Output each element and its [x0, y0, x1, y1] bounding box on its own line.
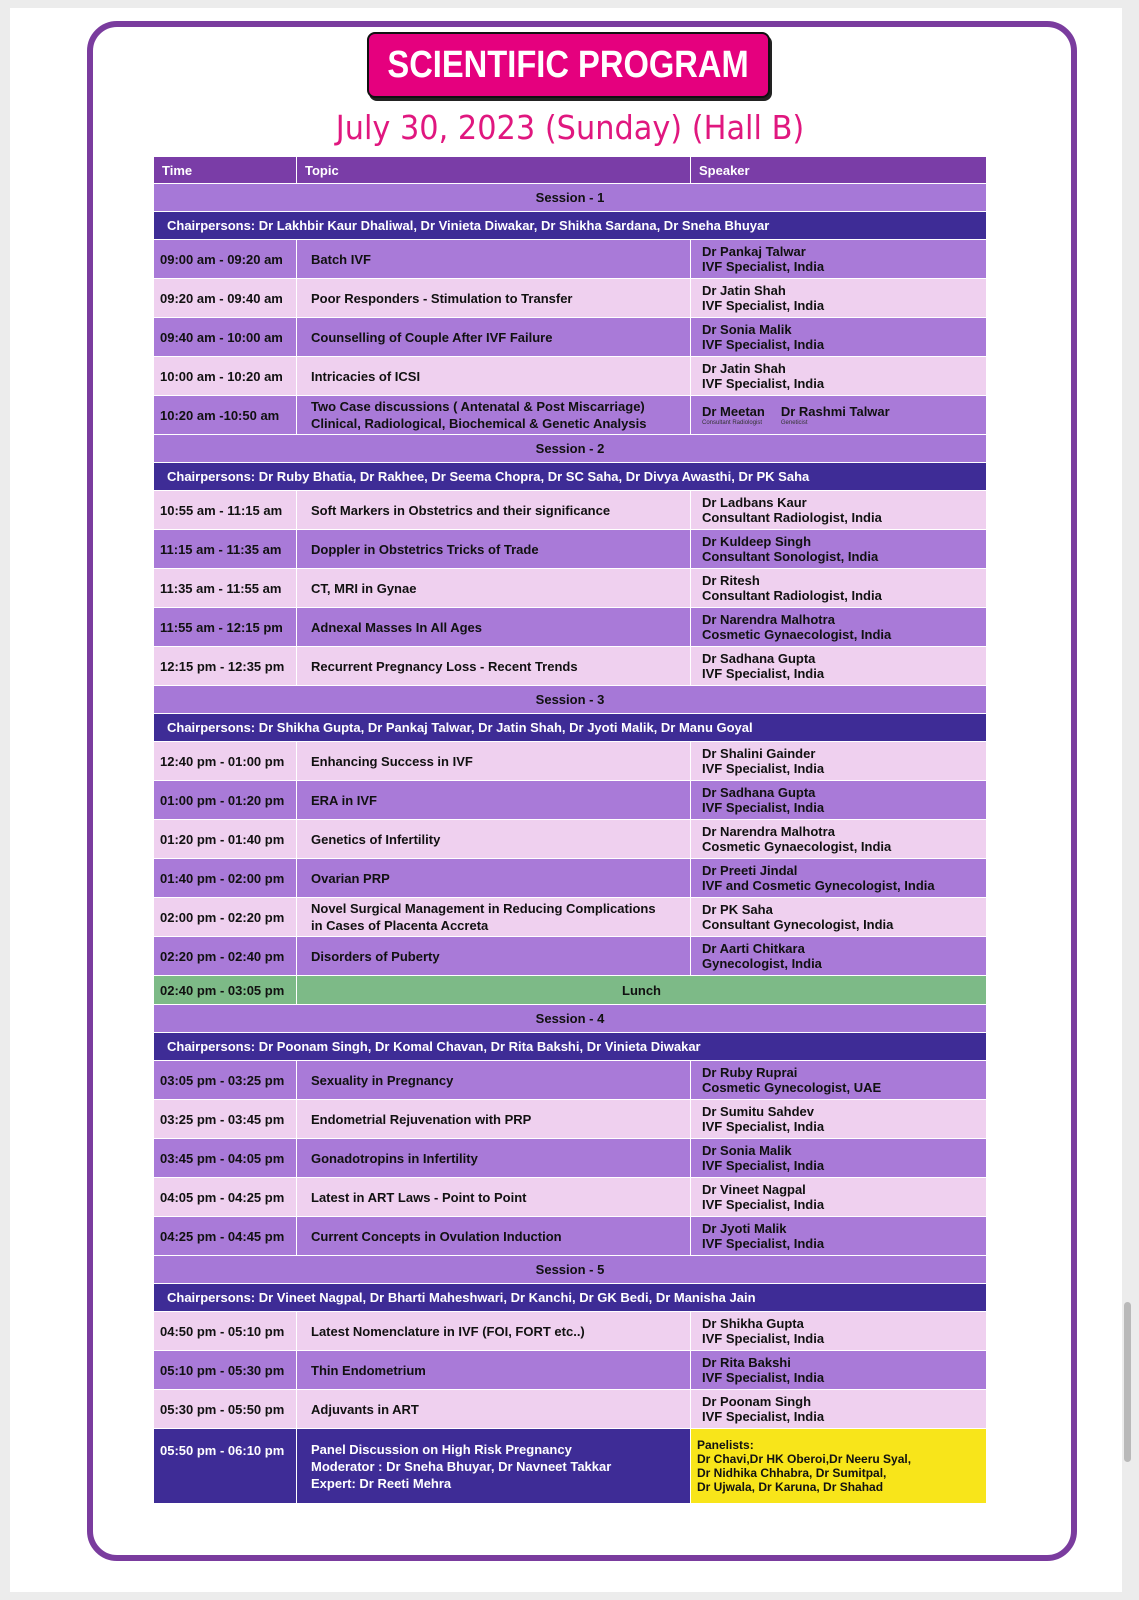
speaker-cell — [691, 1390, 987, 1429]
speaker-name: Dr Sonia Malik — [702, 1143, 792, 1158]
time-cell: 02:00 pm - 02:20 pm — [154, 898, 297, 937]
header-topic: Topic — [297, 157, 691, 184]
speaker-name: Dr PK Saha — [702, 902, 773, 917]
speaker-role: IVF Specialist, India — [702, 1409, 825, 1424]
event-date: July 30, 2023 (Sunday) (Hall B) — [335, 108, 805, 147]
page-title: SCIENTIFIC PROGRAM — [387, 43, 750, 86]
speaker-name: Dr Sadhana Gupta — [702, 785, 816, 800]
time-cell: 05:30 pm - 05:50 pm — [154, 1390, 297, 1429]
topic-cell — [297, 742, 691, 781]
speaker-role: IVF Specialist, India — [702, 298, 825, 313]
topic-cell — [297, 859, 691, 898]
time-cell: 03:25 pm - 03:45 pm — [154, 1100, 297, 1139]
table-row — [154, 491, 987, 530]
table-row — [154, 820, 987, 859]
session-title: Session - 2 — [154, 435, 987, 463]
speaker-name: Dr Jyoti Malik — [702, 1221, 787, 1236]
speaker-role: IVF Specialist, India — [702, 376, 825, 391]
session-heading — [154, 686, 987, 714]
speaker-role: Consultant Sonologist, India — [702, 549, 879, 564]
speaker-block — [702, 404, 765, 427]
time-cell: 10:55 am - 11:15 am — [154, 491, 297, 530]
time-cell: 04:05 pm - 04:25 pm — [154, 1178, 297, 1217]
speaker-block — [781, 404, 890, 427]
panelists-names: Dr Nidhika Chhabra, Dr Sumitpal, — [697, 1466, 887, 1480]
topic-text-line2: Clinical, Radiological, Biochemical & Genetic Analysis — [311, 416, 647, 431]
topic-cell — [297, 1390, 691, 1429]
time-cell: 02:20 pm - 02:40 pm — [154, 937, 297, 976]
speaker-role: Consultant Radiologist, India — [702, 588, 882, 603]
table-row — [154, 357, 987, 396]
speaker-cell — [691, 318, 987, 357]
chairpersons-row — [154, 463, 987, 491]
speaker-name: Dr Rashmi Talwar — [780, 403, 890, 419]
speaker-cell — [691, 859, 987, 898]
time-cell: 05:10 pm - 05:30 pm — [154, 1351, 297, 1390]
table-row — [154, 1351, 987, 1390]
topic-text: Adnexal Masses In All Ages — [311, 619, 482, 635]
speaker-role: IVF Specialist, India — [702, 1370, 825, 1385]
topic-cell — [297, 937, 691, 976]
speaker-name: Dr Sumitu Sahdev — [702, 1104, 814, 1119]
topic-cell — [297, 569, 691, 608]
table-row — [154, 396, 987, 435]
speaker-cell — [691, 1312, 987, 1351]
topic-cell — [297, 1139, 691, 1178]
panelists-cell — [691, 1429, 987, 1504]
topic-text: Disorders of Puberty — [311, 948, 440, 964]
speaker-role: Consultant Radiologist — [702, 419, 763, 426]
session-title: Session - 3 — [154, 686, 987, 714]
title-banner — [367, 32, 770, 98]
chairpersons: Chairpersons: Dr Vineet Nagpal, Dr Bharti Maheshwari, Dr Kanchi, Dr GK Bedi, Dr Manisha Jain — [154, 1284, 987, 1312]
schedule-table — [153, 156, 987, 1504]
topic-cell — [297, 1061, 691, 1100]
lunch-label: Lunch — [297, 976, 987, 1005]
topic-cell — [297, 530, 691, 569]
speaker-role: IVF Specialist, India — [702, 1331, 825, 1346]
table-row — [154, 898, 987, 937]
table-row — [154, 530, 987, 569]
time-cell: 12:15 pm - 12:35 pm — [154, 647, 297, 686]
table-row — [154, 318, 987, 357]
speaker-name: Dr Ruby Ruprai — [702, 1065, 798, 1080]
speaker-cell — [691, 569, 987, 608]
topic-cell — [297, 318, 691, 357]
header-speaker: Speaker — [691, 157, 987, 184]
lunch-row — [154, 976, 987, 1005]
topic-cell — [297, 491, 691, 530]
speaker-cell — [691, 530, 987, 569]
speaker-name: Dr Vineet Nagpal — [702, 1182, 806, 1197]
speaker-name: Dr Preeti Jindal — [702, 863, 798, 878]
topic-text: Genetics of Infertility — [311, 831, 441, 847]
panel-title: Panel Discussion on High Risk Pregnancy — [311, 1441, 572, 1457]
speaker-cell — [691, 1351, 987, 1390]
time-cell: 09:00 am - 09:20 am — [154, 240, 297, 279]
time-cell: 09:20 am - 09:40 am — [154, 279, 297, 318]
topic-text: Adjuvants in ART — [311, 1401, 419, 1417]
chairpersons-row — [154, 1033, 987, 1061]
speaker-name: Dr Aarti Chitkara — [702, 941, 805, 956]
speaker-role: Cosmetic Gynaecologist, India — [702, 839, 892, 854]
speaker-cell — [691, 937, 987, 976]
panelists-names: Dr Ujwala, Dr Karuna, Dr Shahad — [697, 1480, 884, 1494]
time-cell: 02:40 pm - 03:05 pm — [154, 976, 297, 1005]
speaker-name: Dr Jatin Shah — [702, 361, 786, 376]
speaker-name: Dr Sonia Malik — [702, 322, 792, 337]
speaker-name: Dr Ritesh — [702, 573, 760, 588]
speaker-cell — [691, 898, 987, 937]
speaker-role: IVF Specialist, India — [702, 761, 825, 776]
table-row — [154, 569, 987, 608]
time-cell: 01:20 pm - 01:40 pm — [154, 820, 297, 859]
speaker-cell — [691, 357, 987, 396]
time-cell: 01:00 pm - 01:20 pm — [154, 781, 297, 820]
speaker-role: IVF and Cosmetic Gynecologist, India — [702, 878, 935, 893]
table-row — [154, 742, 987, 781]
topic-cell — [297, 1312, 691, 1351]
table-row — [154, 647, 987, 686]
speaker-role: Consultant Gynecologist, India — [702, 917, 894, 932]
session-title: Session - 1 — [154, 184, 987, 212]
panel-expert: Expert: Dr Reeti Mehra — [311, 1475, 452, 1491]
time-cell: 09:40 am - 10:00 am — [154, 318, 297, 357]
speaker-cell — [691, 742, 987, 781]
time-cell: 04:25 pm - 04:45 pm — [154, 1217, 297, 1256]
topic-text: CT, MRI in Gynae — [311, 580, 417, 596]
topic-text: Endometrial Rejuvenation with PRP — [311, 1111, 532, 1127]
header-time: Time — [154, 157, 297, 184]
topic-text: Doppler in Obstetrics Tricks of Trade — [311, 541, 539, 557]
speaker-name: Dr Shalini Gainder — [702, 746, 816, 761]
time-cell: 11:55 am - 12:15 pm — [154, 608, 297, 647]
time-cell: 10:00 am - 10:20 am — [154, 357, 297, 396]
time-cell: 11:35 am - 11:55 am — [154, 569, 297, 608]
speaker-cell — [691, 647, 987, 686]
speaker-cell — [691, 1061, 987, 1100]
time-cell: 01:40 pm - 02:00 pm — [154, 859, 297, 898]
topic-cell — [297, 1178, 691, 1217]
time-cell: 12:40 pm - 01:00 pm — [154, 742, 297, 781]
speaker-role: IVF Specialist, India — [702, 1119, 825, 1134]
topic-text: Sexuality in Pregnancy — [311, 1072, 454, 1088]
speaker-role: IVF Specialist, India — [702, 1236, 825, 1251]
speaker-role: IVF Specialist, India — [702, 1158, 825, 1173]
table-row — [154, 859, 987, 898]
table-row — [154, 937, 987, 976]
speaker-role: IVF Specialist, India — [702, 800, 825, 815]
speaker-cell — [691, 781, 987, 820]
speaker-role: IVF Specialist, India — [702, 259, 825, 274]
table-row — [154, 1217, 987, 1256]
speaker-role: Cosmetic Gynecologist, UAE — [702, 1080, 882, 1095]
speaker-cell — [691, 240, 987, 279]
topic-text: Ovarian PRP — [311, 870, 390, 886]
speaker-cell — [691, 820, 987, 859]
speaker-role: Cosmetic Gynaecologist, India — [702, 627, 892, 642]
chairpersons-row — [154, 1284, 987, 1312]
speaker-cell — [691, 1139, 987, 1178]
topic-text: Current Concepts in Ovulation Induction — [311, 1228, 562, 1244]
chairpersons-row — [154, 212, 987, 240]
chairpersons-row — [154, 714, 987, 742]
topic-cell — [297, 357, 691, 396]
topic-cell — [297, 820, 691, 859]
topic-text: Recurrent Pregnancy Loss - Recent Trends — [311, 658, 578, 674]
topic-text: ERA in IVF — [311, 792, 377, 808]
speaker-name: Dr Poonam Singh — [702, 1394, 812, 1409]
session-heading — [154, 1256, 987, 1284]
table-row — [154, 1061, 987, 1100]
topic-cell — [297, 279, 691, 318]
speaker-name: Dr Ladbans Kaur — [702, 495, 807, 510]
session-title: Session - 5 — [154, 1256, 987, 1284]
table-row — [154, 781, 987, 820]
speaker-cell — [691, 396, 987, 435]
table-row — [154, 1100, 987, 1139]
topic-text: Enhancing Success in IVF — [311, 753, 473, 769]
chairpersons: Chairpersons: Dr Shikha Gupta, Dr Pankaj Talwar, Dr Jatin Shah, Dr Jyoti Malik, Dr Manu Goyal — [154, 714, 987, 742]
time-cell: 05:50 pm - 06:10 pm — [154, 1429, 297, 1504]
time-cell: 10:20 am -10:50 am — [154, 396, 297, 435]
topic-text: Novel Surgical Management in Reducing Complications — [311, 901, 656, 916]
topic-cell — [297, 396, 691, 435]
speaker-cell — [691, 1178, 987, 1217]
scrollbar[interactable] — [1124, 1302, 1131, 1462]
table-row — [154, 1312, 987, 1351]
topic-text: Gonadotropins in Infertility — [311, 1150, 478, 1166]
topic-text: Thin Endometrium — [311, 1362, 426, 1378]
session-heading — [154, 435, 987, 463]
speaker-cell — [691, 279, 987, 318]
topic-text: Latest in ART Laws - Point to Point — [311, 1189, 527, 1205]
speaker-role: Gynecologist, India — [702, 956, 822, 971]
dual-speakers — [702, 404, 986, 427]
speaker-cell — [691, 491, 987, 530]
panelists-names: Dr Chavi,Dr HK Oberoi,Dr Neeru Syal, — [697, 1452, 912, 1466]
table-row — [154, 279, 987, 318]
topic-cell — [297, 1351, 691, 1390]
panelists-label: Panelists: — [697, 1438, 754, 1452]
topic-cell — [297, 1429, 691, 1504]
topic-text: Soft Markers in Obstetrics and their significance — [311, 502, 611, 518]
speaker-role: Consultant Radiologist, India — [702, 510, 882, 525]
topic-cell — [297, 608, 691, 647]
session-heading — [154, 1005, 987, 1033]
speaker-name: Dr Shikha Gupta — [702, 1316, 804, 1331]
speaker-role: IVF Specialist, India — [702, 337, 825, 352]
topic-text: Poor Responders - Stimulation to Transfer — [311, 290, 573, 306]
topic-cell — [297, 898, 691, 937]
speaker-name: Dr Kuldeep Singh — [702, 534, 812, 549]
topic-cell — [297, 781, 691, 820]
session-heading — [154, 184, 987, 212]
topic-text: Two Case discussions ( Antenatal & Post Miscarriage) — [311, 399, 645, 414]
table-row — [154, 1178, 987, 1217]
speaker-name: Dr Sadhana Gupta — [702, 651, 816, 666]
speaker-name: Dr Meetan — [702, 403, 765, 419]
table-row — [154, 1139, 987, 1178]
session-title: Session - 4 — [154, 1005, 987, 1033]
topic-cell — [297, 647, 691, 686]
speaker-name: Dr Jatin Shah — [702, 283, 786, 298]
topic-cell — [297, 1100, 691, 1139]
time-cell: 03:05 pm - 03:25 pm — [154, 1061, 297, 1100]
table-row — [154, 240, 987, 279]
table-row — [154, 608, 987, 647]
topic-cell — [297, 1217, 691, 1256]
panel-row — [154, 1429, 987, 1504]
topic-text: Batch IVF — [311, 251, 371, 267]
speaker-cell — [691, 608, 987, 647]
topic-text: Counselling of Couple After IVF Failure — [311, 329, 553, 345]
speaker-role: IVF Specialist, India — [702, 1197, 825, 1212]
panel-moderator: Moderator : Dr Sneha Bhuyar, Dr Navneet Takkar — [311, 1458, 612, 1474]
chairpersons: Chairpersons: Dr Lakhbir Kaur Dhaliwal, Dr Vinieta Diwakar, Dr Shikha Sardana, Dr Sneha Bhuyar — [154, 212, 987, 240]
speaker-name: Dr Pankaj Talwar — [702, 244, 806, 259]
chairpersons: Chairpersons: Dr Poonam Singh, Dr Komal Chavan, Dr Rita Bakshi, Dr Vinieta Diwakar — [154, 1033, 987, 1061]
table-header — [154, 157, 987, 184]
chairpersons: Chairpersons: Dr Ruby Bhatia, Dr Rakhee, Dr Seema Chopra, Dr SC Saha, Dr Divya Awasthi, Dr PK Saha — [154, 463, 987, 491]
speaker-name: Dr Rita Bakshi — [702, 1355, 791, 1370]
speaker-cell — [691, 1217, 987, 1256]
topic-cell — [297, 240, 691, 279]
time-cell: 11:15 am - 11:35 am — [154, 530, 297, 569]
speaker-cell — [691, 1100, 987, 1139]
time-cell: 04:50 pm - 05:10 pm — [154, 1312, 297, 1351]
time-cell: 03:45 pm - 04:05 pm — [154, 1139, 297, 1178]
speaker-name: Dr Narendra Malhotra — [702, 612, 835, 627]
topic-text-line2: in Cases of Placenta Accreta — [311, 918, 489, 933]
topic-text: Intricacies of ICSI — [311, 368, 421, 384]
speaker-name: Dr Narendra Malhotra — [702, 824, 835, 839]
speaker-role: IVF Specialist, India — [702, 666, 825, 681]
table-row — [154, 1390, 987, 1429]
speaker-role: Geneticist — [780, 419, 808, 426]
topic-text: Latest Nomenclature in IVF (FOI, FORT etc..) — [311, 1323, 585, 1339]
